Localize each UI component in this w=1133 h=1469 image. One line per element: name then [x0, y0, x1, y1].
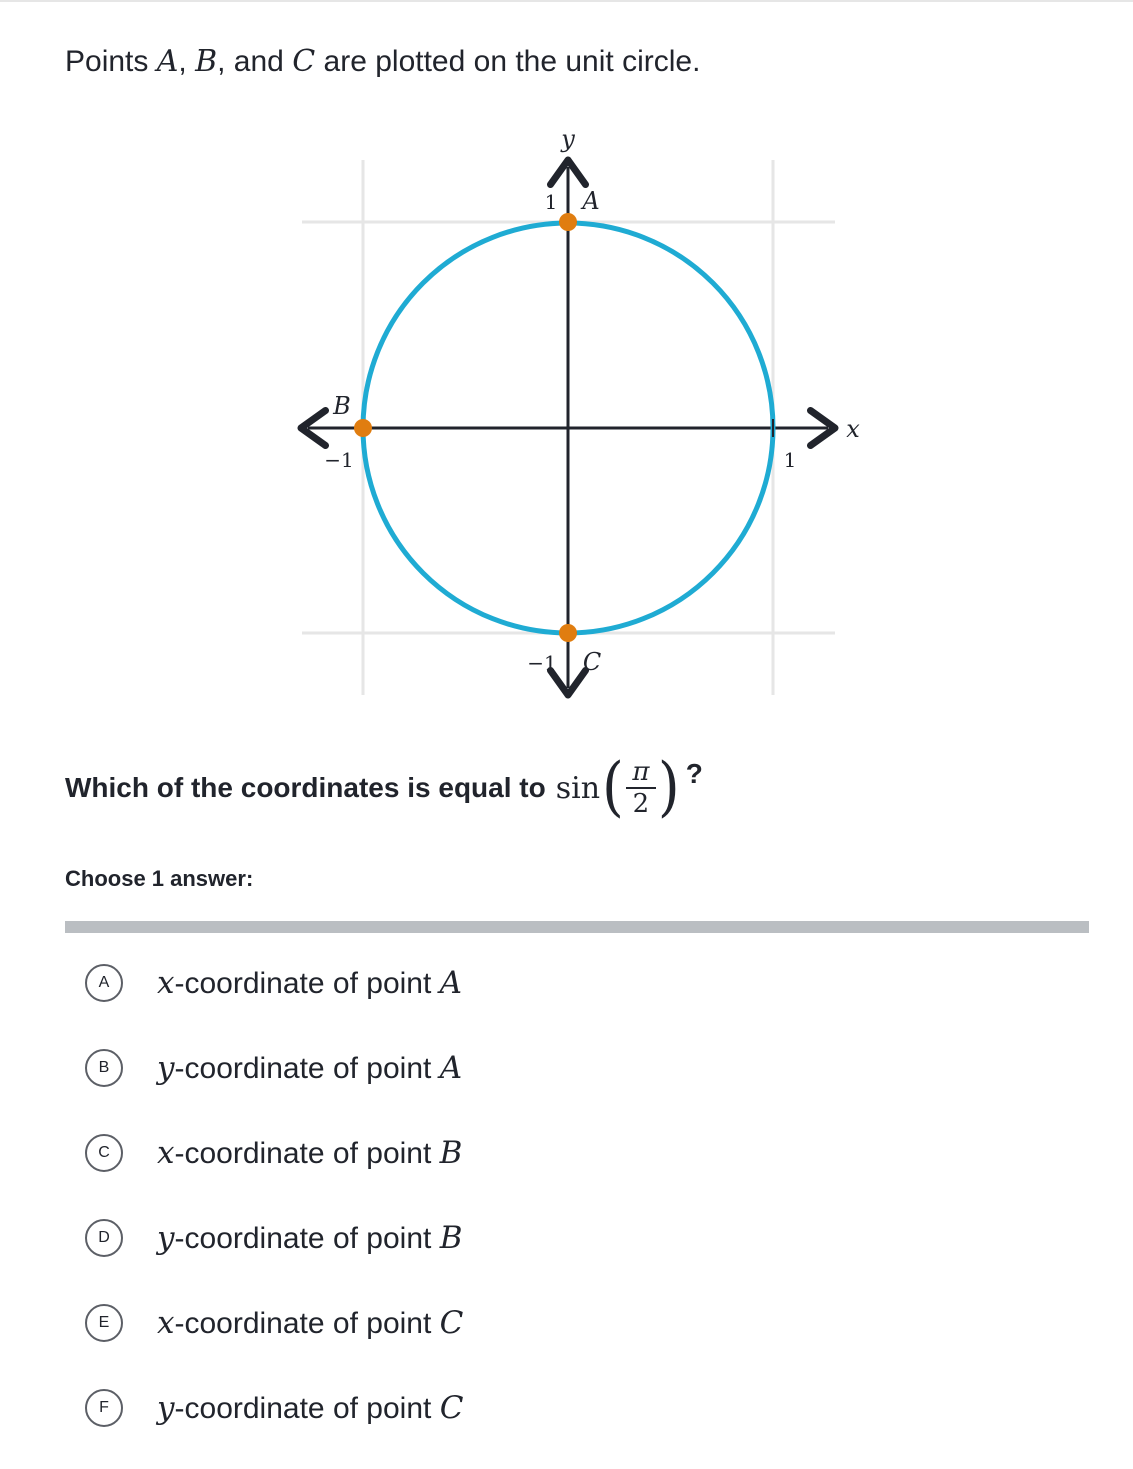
choice-variable: x: [157, 964, 175, 1001]
choice-bubble-f[interactable]: F: [85, 1389, 123, 1427]
prompt-pre: Points: [65, 45, 149, 78]
tick-label-y-pos: 1: [544, 190, 558, 214]
choices-divider: [65, 921, 1089, 933]
prompt-point-c: C: [292, 44, 316, 79]
point-a-label: A: [582, 187, 600, 215]
choice-point: C: [439, 1389, 464, 1426]
question-text: [65, 748, 703, 828]
fraction-pi-over-2: [626, 757, 656, 819]
problem-statement: [65, 40, 700, 84]
choice-description: -coordinate of point: [174, 1136, 432, 1170]
choice-label: [157, 1135, 462, 1171]
choice-bubble-e[interactable]: E: [85, 1304, 123, 1342]
point-b-marker: [354, 419, 372, 437]
choice-point: B: [439, 1219, 463, 1256]
choice-label: [157, 1305, 463, 1341]
choice-point: B: [439, 1134, 463, 1171]
top-divider: [0, 0, 1133, 2]
question-mark: ?: [685, 758, 703, 789]
choice-variable: y: [157, 1389, 175, 1426]
fraction-denominator: 2: [632, 789, 650, 819]
tick-label-y-neg: −1: [527, 651, 557, 675]
point-c-marker: [559, 624, 577, 642]
choice-label: [157, 1390, 463, 1426]
fraction-numerator: π: [632, 757, 650, 787]
choice-variable: x: [157, 1134, 175, 1171]
y-axis-label: y: [561, 125, 575, 153]
prompt-post: are plotted on the unit circle.: [323, 45, 701, 78]
prompt-point-b: B: [195, 44, 218, 79]
prompt-mid: , and: [217, 45, 284, 78]
choice-description: -coordinate of point: [174, 966, 432, 1000]
choice-label: [157, 1220, 462, 1256]
choice-e[interactable]: [85, 1280, 1085, 1365]
choice-d[interactable]: [85, 1195, 1085, 1280]
prompt-comma: ,: [178, 45, 187, 78]
x-axis-label: x: [846, 415, 860, 443]
right-paren: ): [657, 750, 680, 825]
choice-variable: y: [157, 1049, 175, 1086]
choice-bubble-a[interactable]: A: [85, 964, 123, 1002]
point-a-marker: [559, 213, 577, 231]
choice-a[interactable]: [85, 940, 1085, 1025]
tick-label-x-pos: 1: [783, 448, 797, 472]
choice-description: -coordinate of point: [174, 1306, 432, 1340]
choice-point: C: [439, 1304, 464, 1341]
sin-function: sin: [555, 770, 601, 806]
left-paren: (: [602, 750, 624, 825]
choice-point: A: [439, 1049, 463, 1086]
tick-label-x-neg: −1: [324, 448, 354, 472]
choice-description: -coordinate of point: [174, 1391, 432, 1425]
point-c-label: C: [582, 648, 602, 676]
choice-f[interactable]: [85, 1365, 1085, 1450]
prompt-point-a: A: [156, 44, 179, 79]
choice-variable: x: [157, 1304, 175, 1341]
unit-circle-figure: [290, 115, 860, 705]
choice-point: A: [439, 964, 463, 1001]
choice-bubble-c[interactable]: C: [85, 1134, 123, 1172]
choice-label: [157, 1050, 462, 1086]
question-body: Which of the coordinates is equal to: [65, 772, 546, 803]
point-b-label: B: [333, 392, 351, 420]
choice-variable: y: [157, 1219, 175, 1256]
choice-description: -coordinate of point: [174, 1051, 432, 1085]
answer-choices: [85, 940, 1085, 1450]
choice-bubble-b[interactable]: B: [85, 1049, 123, 1087]
choice-c[interactable]: [85, 1110, 1085, 1195]
choice-b[interactable]: [85, 1025, 1085, 1110]
choice-description: -coordinate of point: [174, 1221, 432, 1255]
choice-label: [157, 965, 462, 1001]
choose-label: Choose 1 answer:: [65, 866, 254, 891]
choice-bubble-d[interactable]: D: [85, 1219, 123, 1257]
